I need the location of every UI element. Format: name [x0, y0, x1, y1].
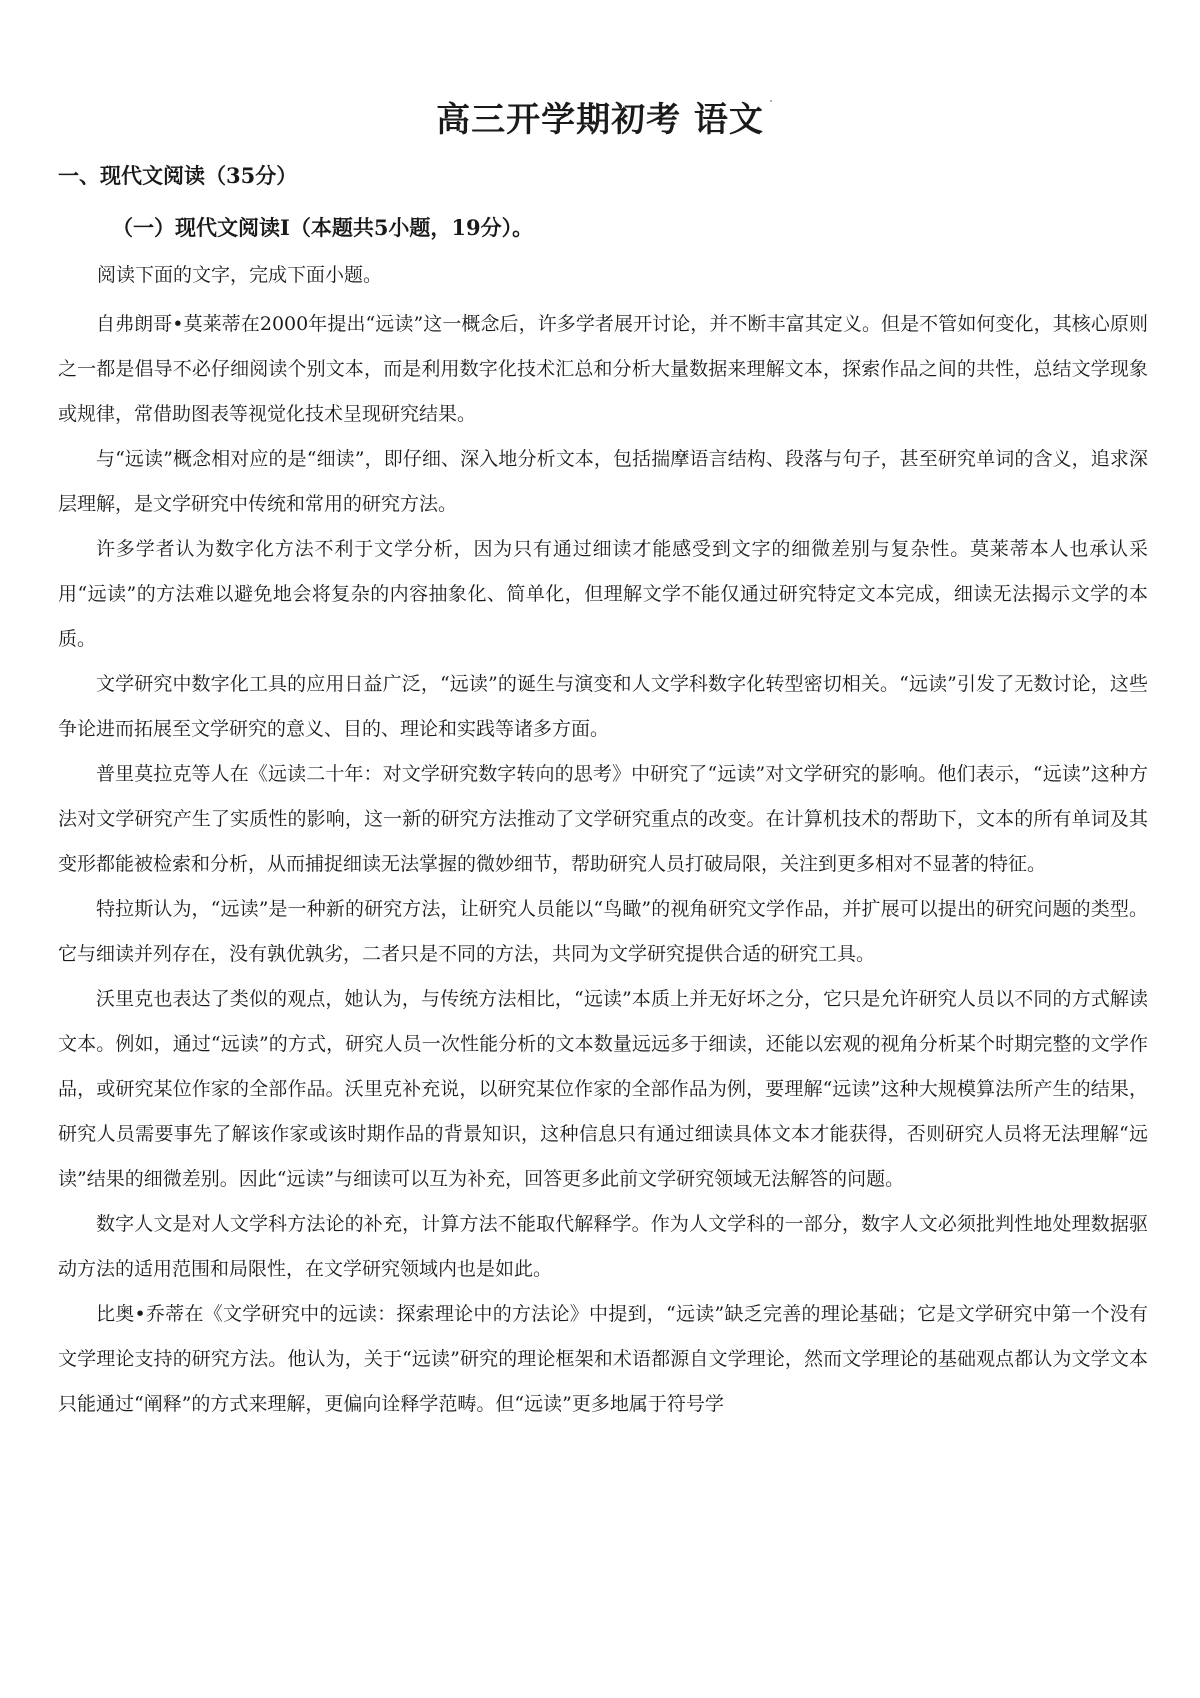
section-heading: 一、现代文阅读（35分）: [58, 163, 298, 188]
paragraph: 比奥•乔蒂在《文学研究中的远读：探索理论中的方法论》中提到，“远读”缺乏完善的理论基础；它是文学研究中第一个没有文学理论支持的研究方法。他认为，关于“远读”研究的理论框架和术语都源自文学理论，然而文学理论的基础观点都认为文学文本只能通过“阐释”的方式来理解，更偏向诠释学范畴。但“远读”更多地属于符号学: [58, 1303, 1148, 1415]
paragraph: 文学研究中数字化工具的应用日益广泛，“远读”的诞生与演变和人文学科数字化转型密切相关。“远读”引发了无数讨论，这些争论进而拓展至文学研究的意义、目的、理论和实践等诸多方面。: [58, 673, 1148, 740]
reading-passage: [58, 302, 1148, 1427]
paragraph: 特拉斯认为，“远读”是一种新的研究方法，让研究人员能以“鸟瞰”的视角研究文学作品，并扩展可以提出的研究问题的类型。它与细读并列存在，没有孰优孰劣，二者只是不同的方法，共同为文学研究提供合适的研究工具。: [58, 898, 1148, 965]
page-title: 高三开学期初考 语文: [436, 100, 764, 140]
paragraph: 自弗朗哥•莫莱蒂在2000年提出“远读”这一概念后，许多学者展开讨论，并不断丰富其定义。但是不管如何变化，其核心原则之一都是倡导不必仔细阅读个别文本，而是利用数字化技术汇总和分析大量数据来理解文本，探索作品之间的共性，总结文学现象或规律，常借助图表等视觉化技术呈现研究结果。: [58, 313, 1148, 425]
paragraph: 与“远读”概念相对应的是“细读”，即仔细、深入地分析文本，包括揣摩语言结构、段落与句子，甚至研究单词的含义，追求深层理解，是文学研究中传统和常用的研究方法。: [58, 448, 1148, 515]
scan-speck: [770, 100, 772, 102]
paragraph: 沃里克也表达了类似的观点，她认为，与传统方法相比，“远读”本质上并无好坏之分，它只是允许研究人员以不同的方式解读文本。例如，通过“远读”的方式，研究人员一次性能分析的文本数量远远多于细读，还能以宏观的视角分析某个时期完整的文学作品，或研究某位作家的全部作品。沃里克补充说，以研究某位作家的全部作品为例，要理解“远读”这种大规模算法所产生的结果，研究人员需要事先了解该作家或该时期作品的背景知识，这种信息只有通过细读具体文本才能获得，否则研究人员将无法理解“远读”结果的细微差别。因此“远读”与细读可以互为补充，回答更多此前文学研究领域无法解答的问题。: [58, 988, 1148, 1190]
paragraph: 许多学者认为数字化方法不利于文学分析，因为只有通过细读才能感受到文字的细微差别与复杂性。莫莱蒂本人也承认采用“远读”的方法难以避免地会将复杂的内容抽象化、简单化，但理解文学不能仅通过研究特定文本完成，细读无法揭示文学的本质。: [58, 538, 1148, 650]
reading-instruction: 阅读下面的文字，完成下面小题。: [97, 264, 383, 286]
paragraph: 普里莫拉克等人在《远读二十年：对文学研究数字转向的思考》中研究了“远读”对文学研究的影响。他们表示，“远读”这种方法对文学研究产生了实质性的影响，这一新的研究方法推动了文学研究重点的改变。在计算机技术的帮助下，文本的所有单词及其变形都能被检索和分析，从而捕捉细读无法掌握的微妙细节，帮助研究人员打破局限，关注到更多相对不显著的特征。: [58, 763, 1148, 875]
paragraph: 数字人文是对人文学科方法论的补充，计算方法不能取代解释学。作为人文学科的一部分，数字人文必须批判性地处理数据驱动方法的适用范围和局限性，在文学研究领域内也是如此。: [58, 1213, 1148, 1280]
sub-section-heading: （一）现代文阅读Ⅰ（本题共5小题，19分）。: [112, 215, 534, 240]
